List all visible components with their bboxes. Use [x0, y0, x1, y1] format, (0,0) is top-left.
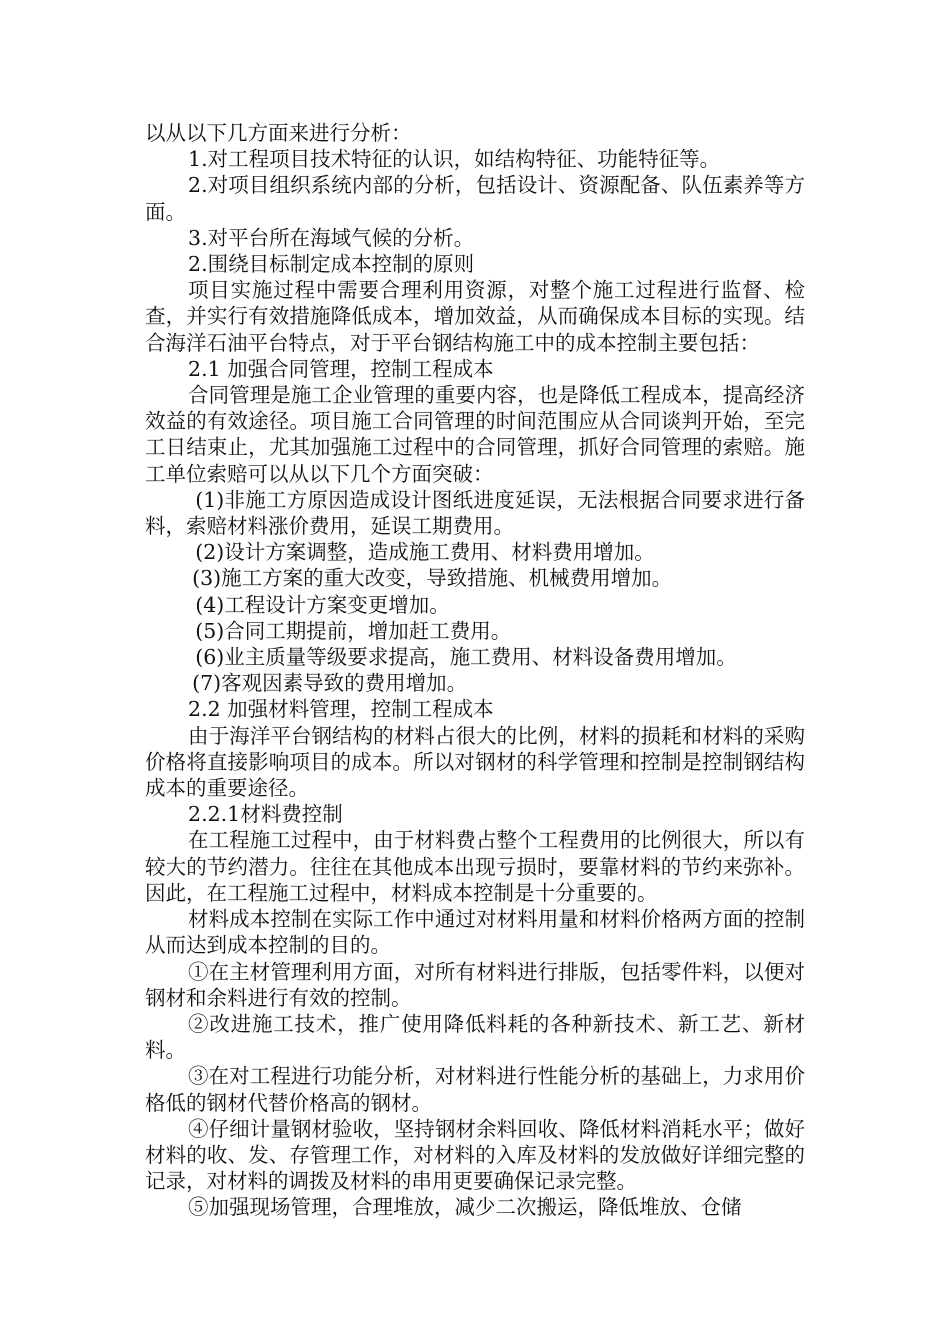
list-item: ④仔细计量钢材验收，坚持钢材余料回收、降低材料消耗水平；做好材料的收、发、存管理工作，对材料的入库及材料的发放做好详细完整的记录，对材料的调拨及材料的串用更要确保记录完整。: [145, 1116, 805, 1194]
list-item: (3)施工方案的重大改变，导致措施、机械费用增加。: [192, 566, 673, 591]
list-item: (4)工程设计方案变更增加。: [195, 592, 450, 617]
section-heading: 2.1 加强合同管理，控制工程成本: [188, 356, 494, 381]
section-heading: 2.围绕目标制定成本控制的原则: [188, 252, 475, 277]
section-heading: 2.2 加强材料管理，控制工程成本: [188, 697, 494, 722]
paragraph: 材料成本控制在实际工作中通过对材料用量和材料价格两方面的控制从而达到成本控制的目的。: [145, 907, 805, 958]
paragraph: 合同管理是施工企业管理的重要内容，也是降低工程成本，提高经济效益的有效途径。项目施工合同管理的时间范围应从合同谈判开始，至完工日结束止，尤其加强施工过程中的合同管理，抓好合同管理的索赔。施工单位索赔可以从以下几个方面突破：: [145, 383, 805, 486]
list-item: ②改进施工技术，推广使用降低料耗的各种新技术、新工艺、新材料。: [145, 1011, 805, 1063]
document-body: [145, 120, 805, 1221]
list-item: (7)客观因素导致的费用增加。: [192, 671, 468, 696]
list-item: (2)设计方案调整，造成施工费用、材料费用增加。: [195, 540, 655, 565]
list-item: 2.对项目组织系统内部的分析，包括设计、资源配备、队伍素养等方面。: [145, 173, 805, 224]
list-item: 3.对平台所在海域气候的分析。: [188, 225, 475, 250]
subsection-heading: 2.2.1材料费控制: [188, 802, 343, 827]
list-item: (1)非施工方原因造成设计图纸进度延误，无法根据合同要求进行备料，索赔材料涨价费用，延误工期费用。: [145, 487, 805, 539]
paragraph: 由于海洋平台钢结构的材料占很大的比例，材料的损耗和材料的采购价格将直接影响项目的成本。所以对钢材的科学管理和控制是控制钢结构成本的重要途径。: [145, 723, 805, 801]
paragraph: 以从以下几方面来进行分析：: [145, 121, 412, 145]
paragraph: 项目实施过程中需要合理利用资源，对整个施工过程进行监督、检查，并实行有效措施降低成本，增加效益，从而确保成本目标的实现。结合海洋石油平台特点，对于平台钢结构施工中的成本控制主要包括：: [145, 278, 805, 355]
paragraph: 在工程施工过程中，由于材料费占整个工程费用的比例很大，所以有较大的节约潜力。往往在其他成本出现亏损时，要靠材料的节约来弥补。因此，在工程施工过程中，材料成本控制是十分重要的。: [145, 828, 805, 905]
list-item: (5)合同工期提前，增加赶工费用。: [195, 618, 512, 643]
list-item: (6)业主质量等级要求提高，施工费用、材料设备费用增加。: [195, 645, 737, 670]
list-item: ③在对工程进行功能分析，对材料进行性能分析的基础上，力求用价格低的钢材代替价格高的钢材。: [145, 1064, 805, 1115]
list-item: 1.对工程项目技术特征的认识，如结构特征、功能特征等。: [188, 147, 721, 172]
list-item: ⑤加强现场管理，合理堆放，减少二次搬运，降低堆放、仓储: [188, 1195, 742, 1220]
list-item: ①在主材管理利用方面，对所有材料进行排版，包括零件料，以便对钢材和余料进行有效的控制。: [145, 959, 805, 1010]
